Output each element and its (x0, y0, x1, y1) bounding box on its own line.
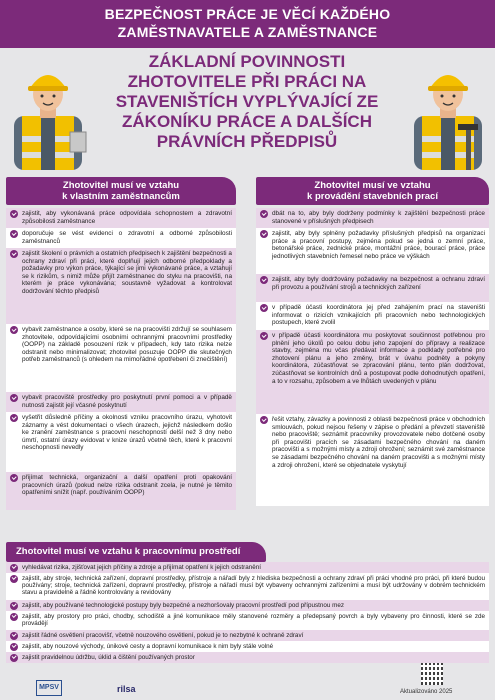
check-bullet-icon (10, 210, 18, 218)
list-item: zajistit, aby prostory pro práci, chodby, schodiště a jiné komunikace měly stanovené rozměry a předepsaný povrch a byly vybaveny pro činnosti, které se zde provádějí (6, 611, 489, 630)
rilsa-logo: rilsa (117, 684, 136, 694)
check-bullet-icon (10, 654, 18, 662)
list-item: zajistit, aby stroje, technická zařízení, dopravní prostředky, přístroje a nářadí byly z hlediska bezpečnosti a ochrany zdraví při práci vhodné pro práci, při které budou používány; stroje, technická zařízení, dopravní prostředky, přístroje a nářadí musí být vybaveny ochrannými zařízeními a musí být udržovány v dobrém technickém stavu a pravidelně a řádně kontrolovány a revidovány (6, 573, 489, 600)
list-item: zajistit pravidelnou údržbu, úklid a čištění používaných prostor (6, 652, 489, 663)
check-bullet-icon (10, 394, 18, 402)
page-title (92, 52, 402, 152)
check-bullet-icon (10, 250, 18, 258)
list-item: vybavit zaměstnance a osoby, které se na pracovišti zdržují se souhlasem zhotovitele, odpovídajícími osobními ochrannými pracovními prostředky (OOPP) na základě posouzení rizik v případech, kdy tato rizika nelze odstranit nebo minimalizovat; zhotovitel posuzuje OOPP dle skutečných potřeb zaměstnanců (s ohledem na mimořádné opotřebení či znečištění) (6, 324, 236, 392)
top-banner-line1: BEZPEČNOST PRÁCE JE VĚCÍ KAŽDÉHO (104, 6, 391, 22)
title-line: STAVENIŠTÍCH VYPLÝVAJÍCÍ ZE (115, 92, 379, 111)
list-item: zajistit, aby byly splněny požadavky příslušných předpisů na organizaci práce a pracovní postupy, zejména pokud se jedná o zemní práce, betonářské práce, zednické práce, montážní práce, bourací práce, práce jednotlivých stavebních řemesel nebo práce ve výškách (256, 228, 489, 274)
list-item: zajistit řádné osvětlení pracovišť, včetně nouzového osvětlení, pokud je to nezbytné k ochraně zdraví (6, 630, 489, 641)
check-bullet-icon (260, 416, 268, 424)
check-bullet-icon (10, 632, 18, 640)
list-item: dbát na to, aby byly dodrženy podmínky k zajištění bezpečnosti práce stanovené v příslušných předpisech (256, 208, 489, 228)
title-line: ZHOTOVITELE PŘI PRÁCI NA (127, 72, 367, 91)
list-item: vybavit pracoviště prostředky pro poskytnutí první pomoci a v případě nutnosti zajistit její včasné poskytnutí (6, 392, 236, 412)
list-item: zajistit, aby vykonávaná práce odpovídala schopnostem a zdravotní způsobilosti zaměstnance (6, 208, 236, 228)
list-item: přijímat technická, organizační a další opatření proti opakování pracovních úrazů (pokud nelze rizika odstranit zcela, je nutné je těmito opatřeními snížit (např. používáním OOPP) (6, 472, 236, 510)
qr-code-pattern (421, 663, 443, 685)
list-item: zajistit, aby nouzové východy, únikové cesty a dopravní komunikace k nim byly stále volné (6, 641, 489, 652)
check-bullet-icon (10, 643, 18, 651)
check-bullet-icon (10, 230, 18, 238)
check-bullet-icon (260, 304, 268, 312)
check-bullet-icon (260, 332, 268, 340)
worker-illustration-icon (8, 58, 88, 170)
check-bullet-icon (260, 276, 268, 284)
left-list (6, 208, 236, 510)
check-bullet-icon (10, 575, 18, 583)
left-heading-line1: Zhotovitel musí ve vztahu (62, 180, 180, 191)
mpsv-logo: MPSV (36, 680, 62, 696)
top-banner-line2: ZAMĚSTNAVATELE A ZAMĚSTNANCE (117, 24, 378, 40)
list-item: zajistit, aby byly dodržovány požadavky na bezpečnost a ochranu zdraví při provozu a používání strojů a technických zařízení (256, 274, 489, 302)
check-bullet-icon (260, 210, 268, 218)
worker-illustration-icon (408, 58, 488, 170)
right-list (256, 208, 489, 506)
right-heading-line1: Zhotovitel musí ve vztahu (314, 180, 431, 191)
check-bullet-icon (10, 474, 18, 482)
left-heading-line2: k vlastním zaměstnancům (62, 191, 180, 202)
list-item: v případě účasti koordinátora mu poskytovat součinnost potřebnou pro plnění jeho úkolů po celou dobu jeho zapojení do přípravy a realizace stavby, zejména mu včas předávat informace a podklady potřebné pro zhotovení plánu a jeho změny, brát v úvahu podněty a pokyny koordinátora, zúčastňovat se zpracování plánu, tento plán dodržovat, zúčastňovat se kontrolních dnů a postupovat podle dohodnutých opatření, a to v rozsahu, způsobem a ve lhůtách uvedených v plánu (256, 330, 489, 414)
list-item: doporučuje se vést evidenci o zdravotní a odborné způsobilosti zaměstnanců (6, 228, 236, 248)
check-bullet-icon (10, 564, 18, 572)
check-bullet-icon (10, 613, 18, 621)
left-panel-heading (6, 177, 236, 205)
title-line: PRÁVNÍCH PŘEDPISŮ (156, 132, 338, 151)
right-panel-heading (256, 177, 489, 205)
right-heading-line2: k provádění stavebních prací (307, 191, 438, 202)
bottom-panel-heading: Zhotovitel musí ve vztahu k pracovnímu prostředí (6, 542, 266, 562)
title-line: ZÁKONÍKU PRÁCE A DALŠÍCH (122, 112, 372, 131)
list-item: řešit vztahy, závazky a povinnosti z oblasti bezpečnosti práce v obchodních smlouvách, pokud nejsou řešeny v zápise o předání a převzetí staveniště nebo pracoviště; seznámit pracovníky provozovatele nebo dotčené osoby při pracovišti pracích se zásadami bezpečného chování na daném pracovišti a s možnými místy a zdroji ohrožení; seznámit své zaměstnance se zásadami bezpečného chování na daném pracovišti a s možnými místy a zdroji ohrožení, které se objednatele vyskytují (256, 414, 489, 506)
list-item: zajistit, aby používané technologické postupy byly bezpečné a nezhoršovaly pracovní prostředí pod přípustnou mez (6, 600, 489, 611)
check-bullet-icon (10, 602, 18, 610)
list-item: vyhledávat rizika, zjišťovat jejich příčiny a zdroje a přijímat opatření k jejich odstranění (6, 562, 489, 573)
check-bullet-icon (260, 230, 268, 238)
list-item: vyšetřit důsledně příčiny a okolnosti vzniku pracovního úrazu, vyhotovit záznamy a vést dokumentaci o všech úrazech, jejichž následkem došlo ke zranění zaměstnance s pracovní neschopností delší než 3 dny nebo úmrtí, ostatní úrazy evidovat v knize úrazů včetně těch, které k pracovní neschopnosti nevedly (6, 412, 236, 472)
title-line: ZÁKLADNÍ POVINNOSTI (148, 52, 346, 71)
check-bullet-icon (10, 326, 18, 334)
bottom-list (6, 562, 489, 663)
top-banner (0, 0, 495, 48)
updated-label: Aktualizováno 2025 (400, 689, 453, 695)
check-bullet-icon (10, 414, 18, 422)
list-item: zajistit školení o právních a ostatních předpisech k zajištění bezpečnosti a ochrany zdraví při práci, které doplňují jejich odborné předpoklady a požadavky pro výkon práce, týkající se jimi vykonávané práce, a vztahují se k rizikům, s nimiž může přijít zaměstnanec do styku na pracovišti, na kterém je práce vykonávána; soustavně vyžadovat a kontrolovat dodržování těchto předpisů (6, 248, 236, 324)
list-item: v případě účasti koordinátora jej před zahájením prací na staveništi informovat o rizicích vznikajících při pracovních nebo technologických postupech, které zvolil (256, 302, 489, 330)
